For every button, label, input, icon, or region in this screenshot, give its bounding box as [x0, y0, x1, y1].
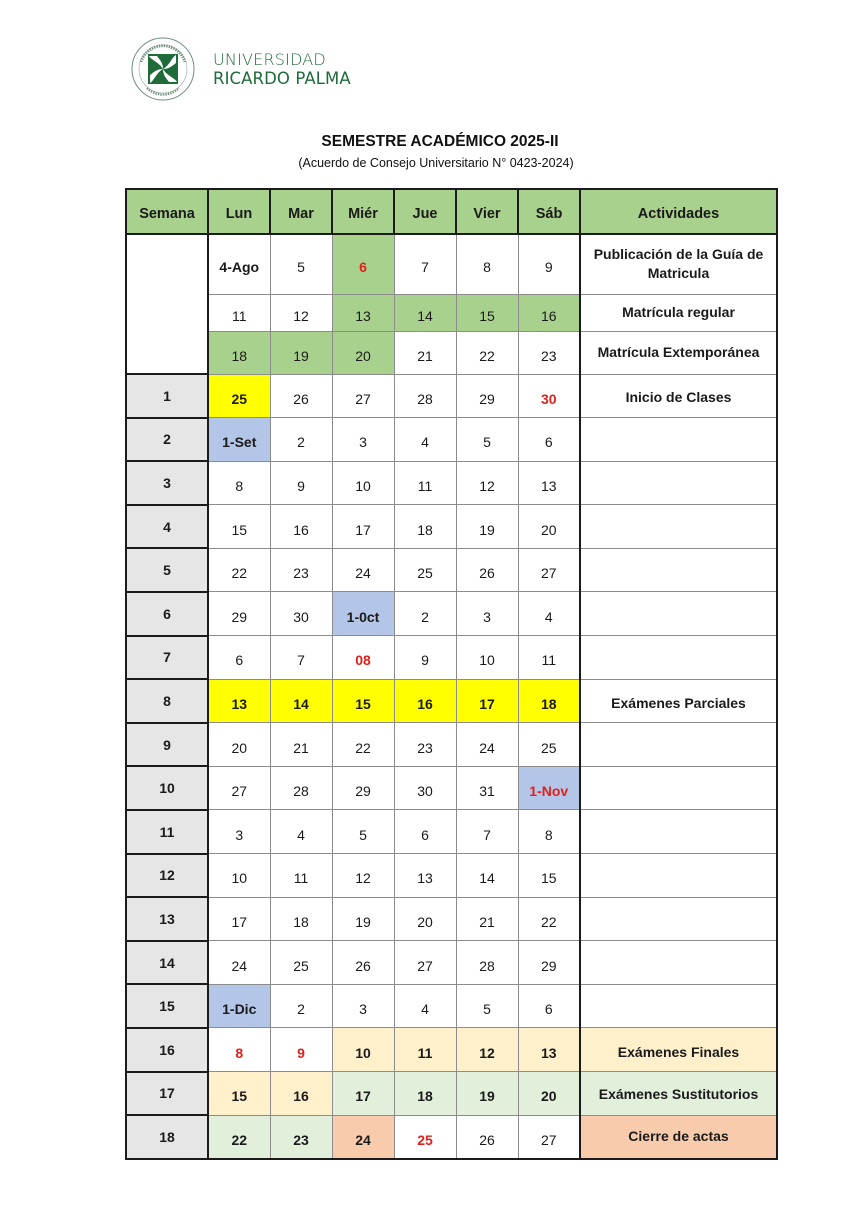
day-cell: 9	[270, 461, 332, 505]
table-row	[126, 418, 777, 462]
day-cell: 28	[270, 766, 332, 810]
week-cell: 9	[126, 723, 208, 767]
day-cell: 27	[208, 766, 270, 810]
day-cell: 11	[208, 294, 270, 331]
activity-cell	[580, 941, 777, 985]
table-row	[126, 984, 777, 1028]
day-cell: 5	[456, 984, 518, 1028]
activity-cell	[580, 854, 777, 898]
activity-cell: Matrícula Extemporánea	[580, 331, 777, 374]
table-row	[126, 505, 777, 549]
table-row	[126, 723, 777, 767]
header-mier: Miér	[332, 189, 394, 234]
day-cell: 27	[518, 1115, 580, 1159]
table-row	[126, 331, 777, 374]
day-cell: 18	[394, 505, 456, 549]
day-cell: 28	[456, 941, 518, 985]
page-subtitle: (Acuerdo de Consejo Universitario N° 0423-2024)	[298, 156, 574, 170]
day-cell: 5	[332, 810, 394, 854]
week-cell: 11	[126, 810, 208, 854]
day-cell: 26	[456, 1115, 518, 1159]
day-cell: 18	[394, 1072, 456, 1116]
week-cell: 7	[126, 636, 208, 680]
day-cell: 22	[332, 723, 394, 767]
week-cell: 18	[126, 1115, 208, 1159]
day-cell: 15	[208, 505, 270, 549]
day-cell: 25	[270, 941, 332, 985]
week-cell: 3	[126, 461, 208, 505]
day-cell: 5	[456, 418, 518, 462]
day-cell: 27	[394, 941, 456, 985]
activity-cell	[580, 548, 777, 592]
day-cell: 2	[270, 418, 332, 462]
day-cell: 10	[208, 854, 270, 898]
day-cell: 10	[332, 1028, 394, 1072]
header-row	[126, 189, 777, 234]
day-cell: 14	[456, 854, 518, 898]
day-cell: 27	[332, 374, 394, 418]
day-cell: 19	[456, 1072, 518, 1116]
university-name-line1: UNIVERSIDAD	[213, 50, 326, 69]
activity-cell: Matrícula regular	[580, 294, 777, 331]
activity-cell: Exámenes Sustitutorios	[580, 1072, 777, 1116]
day-cell: 22	[208, 1115, 270, 1159]
day-cell: 15	[518, 854, 580, 898]
table-row	[126, 592, 777, 636]
header-sab: Sáb	[518, 189, 580, 234]
day-cell: 18	[270, 897, 332, 941]
activity-cell: Exámenes Parciales	[580, 679, 777, 723]
activity-cell	[580, 592, 777, 636]
week-cell: 14	[126, 941, 208, 985]
day-cell: 29	[518, 941, 580, 985]
day-cell: 8	[456, 234, 518, 294]
day-cell: 22	[456, 331, 518, 374]
day-cell: 23	[270, 548, 332, 592]
day-cell: 6	[394, 810, 456, 854]
day-cell: 30	[394, 766, 456, 810]
day-cell: 21	[270, 723, 332, 767]
academic-calendar-table	[125, 188, 778, 1160]
table-row	[126, 461, 777, 505]
day-cell: 31	[456, 766, 518, 810]
header-lun: Lun	[208, 189, 270, 234]
activity-cell	[580, 723, 777, 767]
day-cell: 17	[332, 505, 394, 549]
day-cell: 15	[208, 1072, 270, 1116]
activity-cell: Inicio de Clases	[580, 374, 777, 418]
activity-cell: Publicación de la Guía de Matricula	[580, 234, 777, 294]
day-cell: 25	[518, 723, 580, 767]
week-cell: 10	[126, 766, 208, 810]
day-cell: 29	[208, 592, 270, 636]
day-cell: 20	[394, 897, 456, 941]
week-cell: 15	[126, 984, 208, 1028]
table-row	[126, 941, 777, 985]
day-cell: 20	[518, 1072, 580, 1116]
day-cell: 23	[518, 331, 580, 374]
day-cell: 15	[332, 679, 394, 723]
week-cell: 6	[126, 592, 208, 636]
header-vier: Vier	[456, 189, 518, 234]
day-cell: 17	[332, 1072, 394, 1116]
table-row	[126, 374, 777, 418]
day-cell: 13	[518, 461, 580, 505]
day-cell: 7	[456, 810, 518, 854]
day-cell: 6	[518, 418, 580, 462]
day-cell: 7	[270, 636, 332, 680]
day-cell: 20	[208, 723, 270, 767]
day-cell: 25	[394, 1115, 456, 1159]
day-cell: 4	[394, 984, 456, 1028]
week-cell	[126, 234, 208, 374]
week-cell: 16	[126, 1028, 208, 1072]
day-cell: 21	[456, 897, 518, 941]
table-row	[126, 810, 777, 854]
table-row	[126, 766, 777, 810]
activity-cell	[580, 505, 777, 549]
day-cell: 11	[518, 636, 580, 680]
day-cell: 3	[332, 984, 394, 1028]
day-cell: 12	[270, 294, 332, 331]
header-mar: Mar	[270, 189, 332, 234]
day-cell: 19	[332, 897, 394, 941]
day-cell: 10	[456, 636, 518, 680]
table-row	[126, 1072, 777, 1116]
day-cell: 1-Set	[208, 418, 270, 462]
day-cell: 2	[270, 984, 332, 1028]
day-cell: 23	[270, 1115, 332, 1159]
header-jue: Jue	[394, 189, 456, 234]
university-seal-icon	[129, 36, 197, 102]
table-row	[126, 854, 777, 898]
activity-cell	[580, 418, 777, 462]
day-cell: 27	[518, 548, 580, 592]
table-row	[126, 548, 777, 592]
day-cell: 19	[456, 505, 518, 549]
day-cell: 5	[270, 234, 332, 294]
day-cell: 25	[208, 374, 270, 418]
day-cell: 4	[518, 592, 580, 636]
activity-cell	[580, 766, 777, 810]
day-cell: 12	[456, 1028, 518, 1072]
day-cell: 10	[332, 461, 394, 505]
day-cell: 25	[394, 548, 456, 592]
day-cell: 30	[270, 592, 332, 636]
day-cell: 11	[270, 854, 332, 898]
day-cell: 30	[518, 374, 580, 418]
week-cell: 1	[126, 374, 208, 418]
university-name-line2: RICARDO PALMA	[213, 69, 351, 88]
table-row	[126, 636, 777, 680]
day-cell: 11	[394, 461, 456, 505]
activity-cell	[580, 810, 777, 854]
day-cell: 12	[332, 854, 394, 898]
table-row	[126, 1115, 777, 1159]
day-cell: 29	[456, 374, 518, 418]
day-cell: 8	[208, 461, 270, 505]
day-cell: 1-0ct	[332, 592, 394, 636]
day-cell: 14	[394, 294, 456, 331]
table-row	[126, 897, 777, 941]
day-cell: 3	[332, 418, 394, 462]
table-row	[126, 294, 777, 331]
day-cell: 23	[394, 723, 456, 767]
day-cell: 17	[456, 679, 518, 723]
day-cell: 29	[332, 766, 394, 810]
day-cell: 6	[332, 234, 394, 294]
activity-cell	[580, 984, 777, 1028]
day-cell: 4	[270, 810, 332, 854]
day-cell: 26	[270, 374, 332, 418]
activity-cell	[580, 636, 777, 680]
week-cell: 2	[126, 418, 208, 462]
day-cell: 14	[270, 679, 332, 723]
day-cell: 11	[394, 1028, 456, 1072]
day-cell: 26	[456, 548, 518, 592]
day-cell: 13	[332, 294, 394, 331]
day-cell: 08	[332, 636, 394, 680]
table-row	[126, 1028, 777, 1072]
week-cell: 17	[126, 1072, 208, 1116]
day-cell: 24	[456, 723, 518, 767]
day-cell: 13	[394, 854, 456, 898]
activity-cell: Cierre de actas	[580, 1115, 777, 1159]
day-cell: 7	[394, 234, 456, 294]
header-semana: Semana	[126, 189, 208, 234]
day-cell: 22	[208, 548, 270, 592]
day-cell: 24	[332, 548, 394, 592]
day-cell: 28	[394, 374, 456, 418]
day-cell: 8	[208, 1028, 270, 1072]
table-row	[126, 234, 777, 294]
day-cell: 6	[518, 984, 580, 1028]
day-cell: 9	[518, 234, 580, 294]
day-cell: 9	[394, 636, 456, 680]
day-cell: 12	[456, 461, 518, 505]
day-cell: 8	[518, 810, 580, 854]
day-cell: 19	[270, 331, 332, 374]
university-name	[213, 50, 351, 88]
day-cell: 17	[208, 897, 270, 941]
day-cell: 4-Ago	[208, 234, 270, 294]
day-cell: 21	[394, 331, 456, 374]
day-cell: 16	[270, 1072, 332, 1116]
table-row	[126, 679, 777, 723]
day-cell: 24	[332, 1115, 394, 1159]
day-cell: 3	[456, 592, 518, 636]
day-cell: 1-Nov	[518, 766, 580, 810]
day-cell: 15	[456, 294, 518, 331]
day-cell: 18	[208, 331, 270, 374]
week-cell: 13	[126, 897, 208, 941]
page-title: SEMESTRE ACADÉMICO 2025-II	[321, 133, 559, 150]
day-cell: 26	[332, 941, 394, 985]
day-cell: 1-Dic	[208, 984, 270, 1028]
day-cell: 24	[208, 941, 270, 985]
day-cell: 20	[332, 331, 394, 374]
day-cell: 20	[518, 505, 580, 549]
day-cell: 4	[394, 418, 456, 462]
day-cell: 16	[270, 505, 332, 549]
day-cell: 6	[208, 636, 270, 680]
day-cell: 3	[208, 810, 270, 854]
day-cell: 2	[394, 592, 456, 636]
week-cell: 8	[126, 679, 208, 723]
week-cell: 12	[126, 854, 208, 898]
activity-cell	[580, 461, 777, 505]
day-cell: 16	[394, 679, 456, 723]
day-cell: 16	[518, 294, 580, 331]
activity-cell	[580, 897, 777, 941]
header-actividades: Actividades	[580, 189, 777, 234]
day-cell: 13	[518, 1028, 580, 1072]
day-cell: 9	[270, 1028, 332, 1072]
university-logo	[129, 36, 369, 102]
day-cell: 18	[518, 679, 580, 723]
activity-cell: Exámenes Finales	[580, 1028, 777, 1072]
day-cell: 22	[518, 897, 580, 941]
week-cell: 4	[126, 505, 208, 549]
week-cell: 5	[126, 548, 208, 592]
day-cell: 13	[208, 679, 270, 723]
